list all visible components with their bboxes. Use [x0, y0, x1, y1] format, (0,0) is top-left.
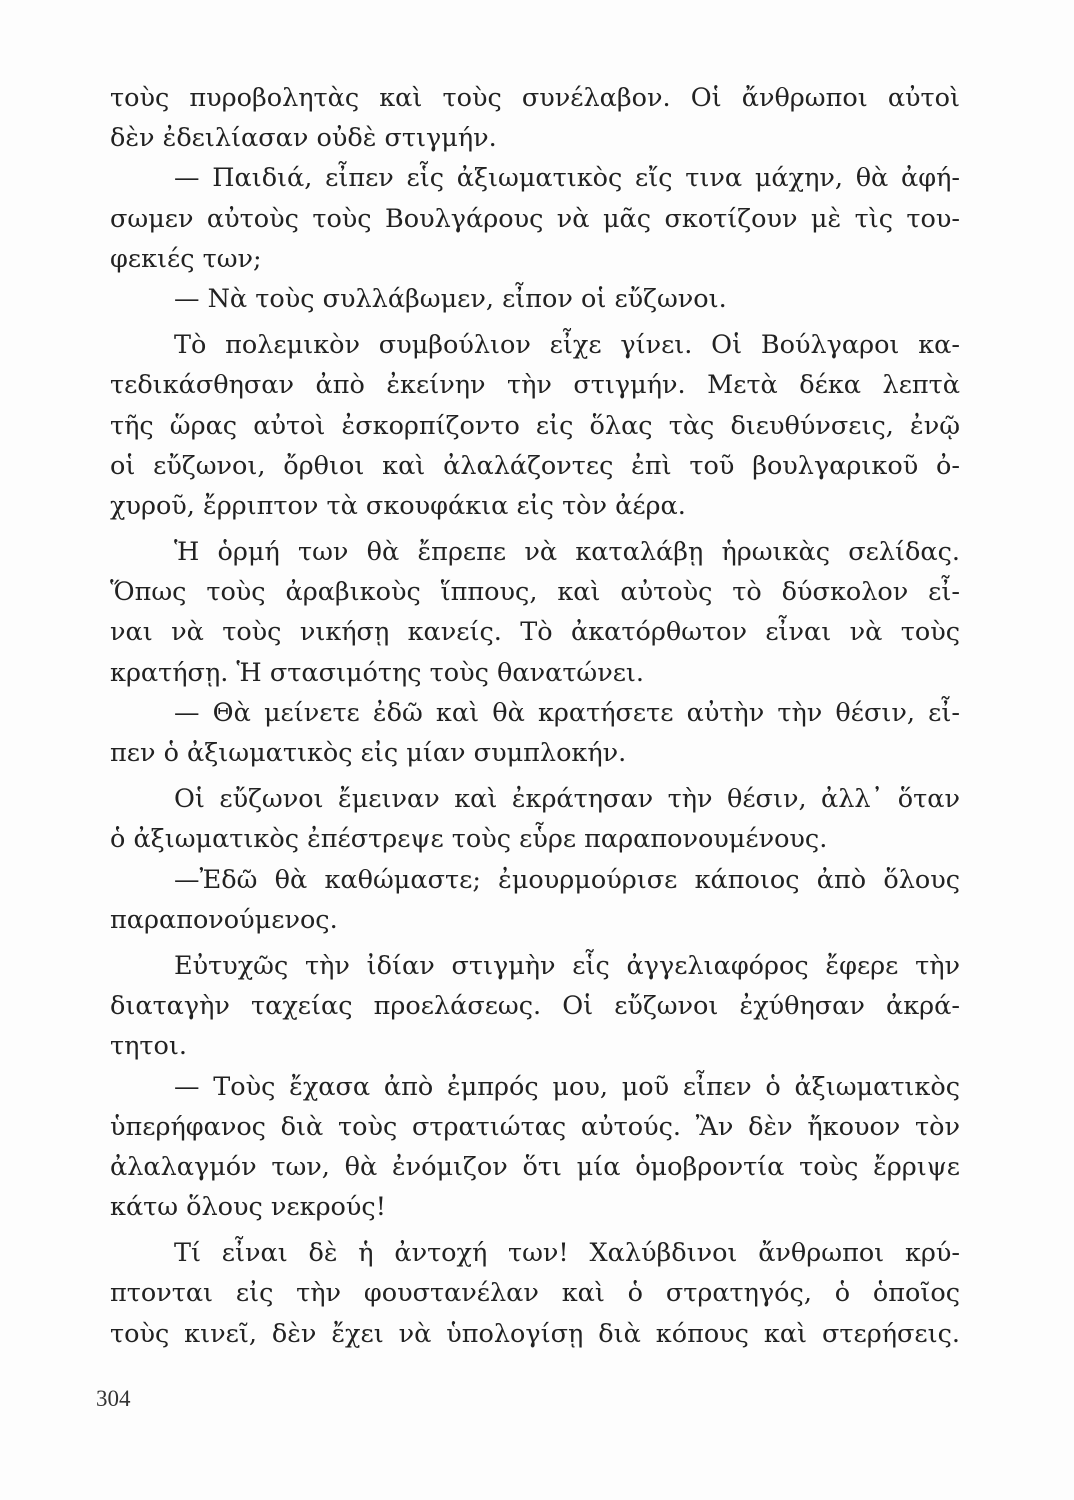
text-line: τεδικάσθησαν ἀπὸ ἐκείνην τὴν στιγμήν. Μετὰ δέκα λεπτὰ	[110, 370, 960, 401]
text-line: ὁ ἀξιωματικὸς ἐπέστρεψε τοὺς εὗρε παραπονουμένους.	[110, 824, 828, 855]
text-line: οἱ εὔζωνοι, ὄρθιοι καὶ ἀλαλάζοντες ἐπὶ τοῦ βουλγαρικοῦ ὀ-	[110, 450, 960, 481]
text-line: ἀλαλαγμόν των, θὰ ἐνόμιζον ὅτι μία ὁμοβροντία τοὺς ἔρριψε	[110, 1151, 960, 1182]
text-line: Ὅπως τοὺς ἀραβικοὺς ἵππους, καὶ αὐτοὺς τὸ δύσκολον εἶ-	[110, 577, 960, 608]
text-line: ὑπερήφανος διὰ τοὺς στρατιώτας αὐτούς. Ἂν δὲν ἤκουον τὸν	[110, 1111, 960, 1142]
text-line: Τὸ πολεμικὸν συμβούλιον εἶχε γίνει. Οἱ Βούλγαροι κα-	[174, 330, 960, 361]
text-line: — Παιδιά, εἶπεν εἷς ἀξιωματικὸς εἴς τινα μάχην, θὰ ἀφή-	[174, 163, 960, 194]
text-line: χυροῦ, ἔρριπτον τὰ σκουφάκια εἰς τὸν ἀέρα.	[110, 490, 686, 521]
text-line: — Νὰ τοὺς συλλάβωμεν, εἶπον οἱ εὔζωνοι.	[174, 283, 727, 314]
text-line: τητοι.	[110, 1031, 187, 1062]
text-line: τῆς ὥρας αὐτοὶ ἐσκορπίζοντο εἰς ὅλας τὰς διευθύνσεις, ἐνῷ	[110, 410, 960, 441]
text-line: — Θὰ μείνετε ἐδῶ καὶ θὰ κρατήσετε αὐτὴν τὴν θέσιν, εἶ-	[174, 697, 960, 728]
text-line: Ἡ ὁρμή των θὰ ἔπρεπε νὰ καταλάβῃ ἡρωικὰς σελίδας.	[174, 537, 960, 568]
text-line: —Ἐδῶ θὰ καθώμαστε; ἐμουρμούρισε κάποιος ἀπὸ ὅλους	[174, 864, 960, 895]
text-line: διαταγὴν ταχείας προελάσεως. Οἱ εὔζωνοι ἐχύθησαν ἀκρά-	[110, 991, 960, 1022]
page-number: 304	[96, 1386, 131, 1411]
text-line: Οἱ εὔζωνοι ἔμειναν καὶ ἐκράτησαν τὴν θέσιν, ἀλλ᾽ ὅταν	[174, 784, 960, 815]
text-line: παραπονούμενος.	[110, 904, 338, 935]
text-line: τοὺς κινεῖ, δὲν ἔχει νὰ ὑπολογίσῃ διὰ κόπους καὶ στερήσεις.	[110, 1318, 960, 1349]
page-body-text	[110, 78, 960, 1354]
text-line: κρατήσῃ. Ἡ στασιμότης τοὺς θανατώνει.	[110, 657, 645, 688]
text-line: — Τοὺς ἔχασα ἀπὸ ἐμπρός μου, μοῦ εἶπεν ὁ ἀξιωματικὸς	[174, 1071, 960, 1102]
text-line: Τί εἶναι δὲ ἡ ἀντοχή των! Χαλύβδινοι ἄνθρωποι κρύ-	[174, 1238, 960, 1269]
text-line: ναι νὰ τοὺς νικήσῃ κανείς. Τὸ ἀκατόρθωτον εἶναι νὰ τοὺς	[110, 617, 960, 648]
text-line: κάτω ὅλους νεκρούς!	[110, 1192, 386, 1223]
text-line: δὲν ἐδειλίασαν οὐδὲ στιγμήν.	[110, 123, 497, 154]
text-line: σωμεν αὐτοὺς τοὺς Βουλγάρους νὰ μᾶς σκοτίζουν μὲ τὶς του-	[110, 203, 960, 234]
text-line: φεκιές των;	[110, 243, 262, 274]
text-line: Εὐτυχῶς τὴν ἰδίαν στιγμὴν εἷς ἀγγελιαφόρος ἔφερε τὴν	[174, 950, 960, 981]
text-line: πεν ὁ ἀξιωματικὸς εἰς μίαν συμπλοκήν.	[110, 738, 627, 768]
text-line: τοὺς πυροβολητὰς καὶ τοὺς συνέλαβον. Οἱ ἄνθρωποι αὐτοὶ	[110, 83, 960, 113]
text-line: πτονται εἰς τὴν φουστανέλαν καὶ ὁ στρατηγός, ὁ ὁποῖος	[110, 1278, 960, 1309]
